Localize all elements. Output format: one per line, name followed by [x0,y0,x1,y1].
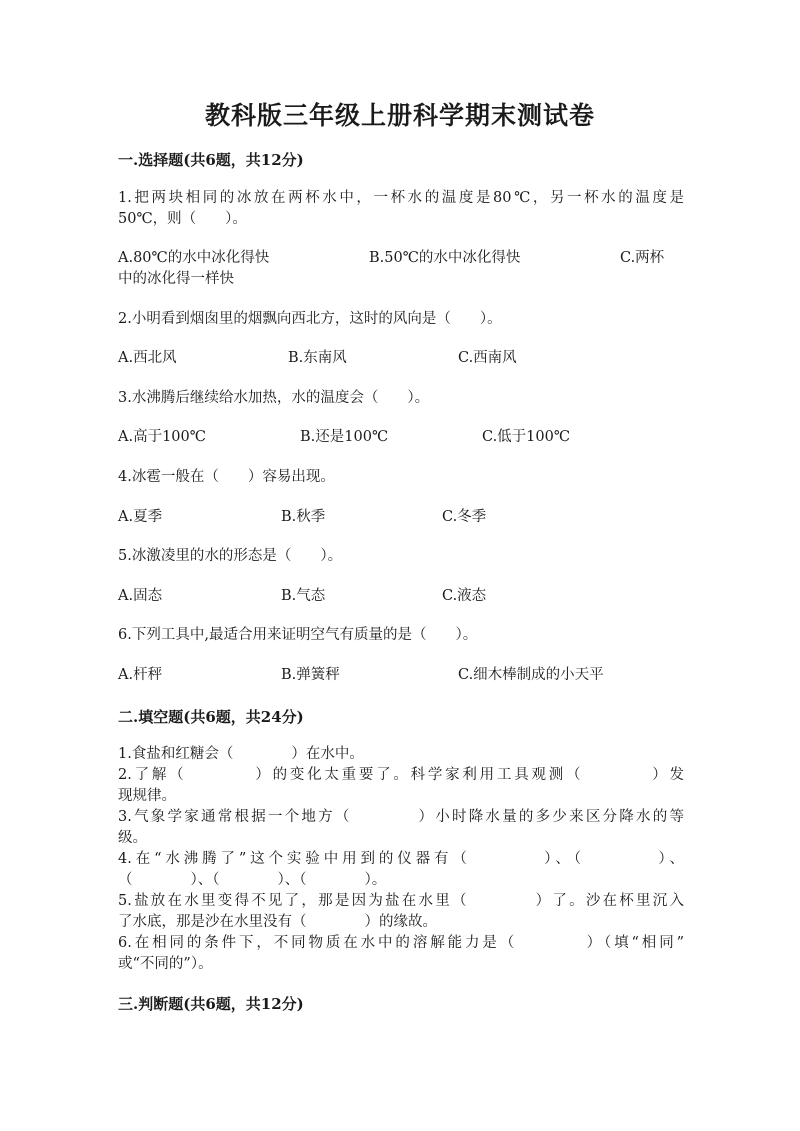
option-b: B.还是100℃ [300,429,389,445]
question-4: 4.冰雹一般在（ ）容易出现。 [118,469,335,485]
option-b: B.气态 [281,588,326,604]
question-1-options [118,248,684,290]
question-2: 2.小明看到烟囱里的烟飘向西北方，这时的风向是（ ）。 [118,311,502,327]
option-c: C.低于100℃ [482,429,571,445]
option-a: A.杆秤 [118,667,163,683]
fill-blank-list [118,744,684,975]
question-1-stem-line1: 1.把两块相同的冰放在两杯水中，一杯水的温度是80℃，另一杯水的温度是 [118,190,684,206]
question-2-options [118,348,684,369]
question-4-options [118,507,684,528]
question-1-stem-line2: 50℃，则（ ）。 [118,211,247,227]
option-a: A.高于100℃ [118,429,206,445]
option-a: A.西北风 [118,350,177,366]
option-b: B.东南风 [288,350,347,366]
fill-line: 6.在相同的条件下，不同物质在水中的溶解能力是（ ）（填“相同” [118,935,684,951]
option-c: C.液态 [442,588,487,604]
page-title: 教科版三年级上册科学期末测试卷 [204,101,595,130]
option-c: C.细木棒制成的小天平 [458,667,604,683]
fill-line: 现规律。 [118,788,176,804]
question-3: 3.水沸腾后继续给水加热，水的温度会（ ）。 [118,390,430,406]
option-a: A.夏季 [118,509,163,525]
option-c: C.冬季 [442,509,487,525]
question-1 [118,188,684,230]
option-c: C.两杯 [620,250,665,266]
question-6-options [118,665,684,686]
option-b: B.秋季 [281,509,326,525]
fill-line: 级。 [118,830,147,846]
fill-line: 2.了解（ ）的变化太重要了。科学家利用工具观测（ ）发 [118,767,684,783]
option-a: A.固态 [118,588,163,604]
fill-line: 或“不同的”）。 [118,956,213,972]
option-c: C.西南风 [458,350,517,366]
question-5-options [118,586,684,607]
fill-line: 3.气象学家通常根据一个地方（ ）小时降水量的多少来区分降水的等 [118,809,684,825]
question-5: 5.冰激凌里的水的形态是（ ）。 [118,548,343,564]
fill-line: 5.盐放在水里变得不见了，那是因为盐在水里（ ）了。沙在杯里沉入 [118,893,684,909]
fill-line: 了水底，那是沙在水里没有（ ）的缘故。 [118,914,437,930]
fill-line: 4.在“水沸腾了”这个实验中用到的仪器有（ ）、（ ）、 [118,851,684,867]
section-heading-fill-blank: 二.填空题(共6题，共24分) [118,708,304,726]
section-heading-choice: 一.选择题(共6题，共12分) [118,151,304,169]
option-a: A.80℃的水中冰化得快 [118,250,270,266]
section-heading-true-false: 三.判断题(共6题，共12分) [118,995,304,1013]
option-b: B.50℃的水中冰化得快 [369,250,521,266]
option-b: B.弹簧秤 [281,667,340,683]
option-c-continued: 中的冰化得一样快 [118,271,234,287]
question-3-options [118,427,684,448]
fill-line: （ ）、（ ）、（ ）。 [118,872,387,888]
fill-line: 1.食盐和红糖会（ ）在水中。 [118,746,364,762]
question-6: 6.下列工具中,最适合用来证明空气有质量的是（ ）。 [118,627,478,643]
